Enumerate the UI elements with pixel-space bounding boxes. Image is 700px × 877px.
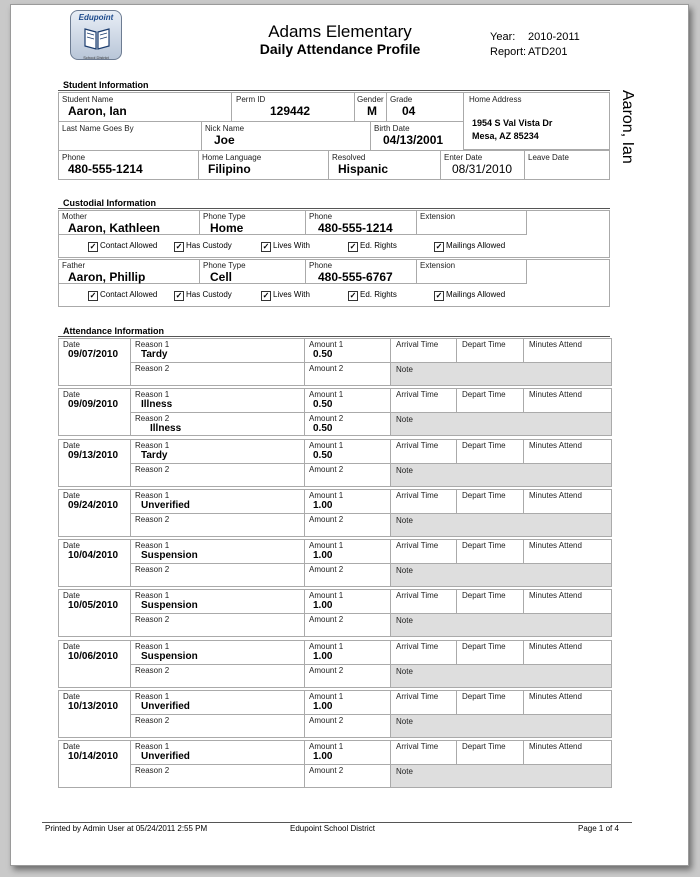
edupoint-logo <box>70 10 122 60</box>
checkmark-icon: ✓ <box>349 291 357 300</box>
attendance-record <box>58 539 612 587</box>
reason1-label: Reason 1 <box>135 440 170 450</box>
amount1-label: Amount 1 <box>309 340 344 349</box>
mother-checkbox-contact-allowed[interactable] <box>88 241 157 252</box>
district-name: Edupoint School District <box>290 824 375 833</box>
reason1-label: Reason 1 <box>135 591 170 601</box>
minutes-attend-label: Minutes Attend <box>529 340 582 349</box>
birth-date: 04/13/2001 <box>383 133 444 147</box>
checkbox-label: Contact Allowed <box>100 290 158 299</box>
depart-time-label: Depart Time <box>462 541 506 550</box>
amount1-label: Amount 1 <box>309 591 344 601</box>
note-label: Note <box>396 767 413 776</box>
attendance-date: 10/14/2010 <box>68 751 119 762</box>
arrival-time-label: Arrival Time <box>396 390 439 400</box>
attendance-record <box>58 589 612 637</box>
note-label: Note <box>396 566 413 575</box>
date-label: Date <box>63 340 80 349</box>
reason2-label: Reason 2 <box>135 514 170 524</box>
student-name: Aaron, Ian <box>68 104 127 118</box>
attendance-date: 09/24/2010 <box>68 499 119 511</box>
grade-label: Grade <box>390 95 413 104</box>
reason2-label: Reason 2 <box>135 615 170 625</box>
reason2-label: Reason 2 <box>135 565 170 574</box>
note-label: Note <box>396 365 413 374</box>
reason2-label: Reason 2 <box>135 766 170 775</box>
attendance-date: 09/07/2010 <box>68 349 119 360</box>
reason1-value: Suspension <box>141 600 198 612</box>
date-label: Date <box>63 591 80 601</box>
phone-label: Phone <box>309 212 333 221</box>
depart-time-label: Depart Time <box>462 691 506 701</box>
minutes-attend-label: Minutes Attend <box>529 490 582 500</box>
amount2-label: Amount 2 <box>309 665 344 675</box>
date-label: Date <box>63 490 80 500</box>
extension-label: Extension <box>420 261 456 270</box>
mother-checkbox-lives-with[interactable] <box>261 241 310 252</box>
gender: M <box>367 104 377 118</box>
checkmark-icon: ✓ <box>89 242 97 251</box>
father-phone: 480-555-6767 <box>318 270 393 284</box>
home-address-label: Home Address <box>469 95 522 104</box>
report-value: ATD201 <box>528 46 568 58</box>
checkbox-label: Has Custody <box>186 290 232 299</box>
attendance-record <box>58 338 612 386</box>
amount1-value: 1.00 <box>313 499 333 511</box>
depart-time-label: Depart Time <box>462 440 506 450</box>
note-label: Note <box>396 716 413 726</box>
attendance-record <box>58 690 612 738</box>
amount1-value: 0.50 <box>313 449 333 461</box>
mother-role-label: Mother <box>62 212 87 221</box>
date-label: Date <box>63 742 80 751</box>
page-number: Page 1 of 4 <box>578 824 619 833</box>
note-cell <box>390 563 612 587</box>
father-name: Aaron, Phillip <box>68 270 146 284</box>
reason2-label: Reason 2 <box>135 715 170 725</box>
arrival-time-label: Arrival Time <box>396 641 439 651</box>
logo-subtext: School District <box>83 55 109 60</box>
attendance-record <box>58 439 612 487</box>
printed-by: Printed by Admin User at 05/24/2011 2:55 PM <box>45 824 208 833</box>
checkbox-label: Has Custody <box>186 241 232 250</box>
reason2-value: Illness <box>150 423 182 435</box>
depart-time-label: Depart Time <box>462 490 506 500</box>
student-name-label: Student Name <box>62 95 114 104</box>
perm-id-label: Perm ID <box>236 95 266 104</box>
amount1-value: 1.00 <box>313 700 333 712</box>
amount1-label: Amount 1 <box>309 440 344 450</box>
side-student-name: Aaron, Ian <box>619 90 636 164</box>
reason1-value: Suspension <box>141 550 198 561</box>
attendance-date: 09/13/2010 <box>68 449 119 461</box>
year-label: Year: <box>490 31 516 43</box>
reason1-value: Tardy <box>141 349 168 360</box>
nick-name: Joe <box>214 133 235 147</box>
year-value: 2010-2011 <box>528 31 580 43</box>
checkbox-label: Lives With <box>273 290 310 299</box>
date-label: Date <box>63 691 80 701</box>
phone-label: Phone <box>62 153 86 162</box>
attendance-record <box>58 640 612 688</box>
reason1-value: Unverified <box>141 700 190 712</box>
minutes-attend-label: Minutes Attend <box>529 691 582 701</box>
reason1-label: Reason 1 <box>135 742 170 751</box>
school-name: Adams Elementary <box>268 22 412 41</box>
nick-name-label: Nick Name <box>205 124 245 133</box>
amount2-label: Amount 2 <box>309 565 344 574</box>
note-cell <box>390 613 612 637</box>
checkmark-icon: ✓ <box>435 242 443 251</box>
note-label: Note <box>396 616 413 626</box>
note-cell <box>390 764 612 788</box>
note-cell <box>390 664 612 688</box>
depart-time-label: Depart Time <box>462 340 506 349</box>
minutes-attend-label: Minutes Attend <box>529 591 582 601</box>
minutes-attend-label: Minutes Attend <box>529 390 582 400</box>
resolved: Hispanic <box>338 162 389 176</box>
student-phone: 480-555-1214 <box>68 162 143 176</box>
note-cell <box>390 362 612 386</box>
amount1-label: Amount 1 <box>309 742 344 751</box>
reason1-value: Unverified <box>141 499 190 511</box>
attendance-record <box>58 388 612 436</box>
book-icon <box>83 25 111 51</box>
custodial-section-title: Custodial Information <box>63 198 156 208</box>
address-line2: Mesa, AZ 85234 <box>472 131 539 141</box>
arrival-time-label: Arrival Time <box>396 340 439 349</box>
leave-date-label: Leave Date <box>528 153 569 162</box>
depart-time-label: Depart Time <box>462 641 506 651</box>
note-label: Note <box>396 515 413 525</box>
mother-phone: 480-555-1214 <box>318 221 393 235</box>
father-checkbox-contact-allowed[interactable] <box>88 290 157 301</box>
amount2-label: Amount 2 <box>309 766 344 775</box>
mother-name: Aaron, Kathleen <box>68 221 161 235</box>
note-label: Note <box>396 666 413 676</box>
amount1-label: Amount 1 <box>309 390 344 400</box>
checkmark-icon: ✓ <box>262 291 270 300</box>
checkmark-icon: ✓ <box>435 291 443 300</box>
grade: 04 <box>402 104 416 118</box>
amount1-label: Amount 1 <box>309 641 344 651</box>
attendance-date: 10/06/2010 <box>68 650 119 662</box>
date-label: Date <box>63 390 80 400</box>
reason1-label: Reason 1 <box>135 340 170 349</box>
note-cell <box>390 714 612 738</box>
amount1-value: 1.00 <box>313 550 333 561</box>
attendance-date: 10/13/2010 <box>68 700 119 712</box>
father-checkbox-has-custody[interactable] <box>174 290 232 301</box>
checkmark-icon: ✓ <box>175 291 183 300</box>
attendance-record <box>58 740 612 788</box>
reason1-label: Reason 1 <box>135 691 170 701</box>
checkbox-label: Ed. Rights <box>360 290 397 299</box>
minutes-attend-label: Minutes Attend <box>529 742 582 751</box>
note-label: Note <box>396 415 413 425</box>
date-label: Date <box>63 641 80 651</box>
attendance-date: 10/05/2010 <box>68 600 119 612</box>
reason1-value: Suspension <box>141 650 198 662</box>
reason1-label: Reason 1 <box>135 390 170 400</box>
checkbox-label: Contact Allowed <box>100 241 158 250</box>
note-cell <box>390 412 612 436</box>
arrival-time-label: Arrival Time <box>396 691 439 701</box>
checkmark-icon: ✓ <box>349 242 357 251</box>
arrival-time-label: Arrival Time <box>396 742 439 751</box>
amount2-value: 0.50 <box>313 423 333 435</box>
arrival-time-label: Arrival Time <box>396 591 439 601</box>
reason1-value: Unverified <box>141 751 190 762</box>
section-divider <box>58 336 610 337</box>
amount2-label: Amount 2 <box>309 715 344 725</box>
section-divider <box>58 90 610 91</box>
extension-label: Extension <box>420 212 456 221</box>
birth-date-label: Birth Date <box>374 124 410 133</box>
reason1-label: Reason 1 <box>135 641 170 651</box>
footer-divider <box>42 822 632 823</box>
arrival-time-label: Arrival Time <box>396 440 439 450</box>
mother-checkbox-ed-rights[interactable] <box>348 241 397 252</box>
amount2-label: Amount 2 <box>309 464 344 474</box>
attendance-record <box>58 489 612 537</box>
home-language-label: Home Language <box>202 153 262 162</box>
reason1-value: Illness <box>141 399 173 411</box>
address-line1: 1954 S Val Vista Dr <box>472 118 553 128</box>
depart-time-label: Depart Time <box>462 390 506 400</box>
reason2-label: Reason 2 <box>135 464 170 474</box>
amount1-value: 0.50 <box>313 399 333 411</box>
reason1-label: Reason 1 <box>135 541 170 550</box>
father-checkbox-ed-rights[interactable] <box>348 290 397 301</box>
amount1-label: Amount 1 <box>309 691 344 701</box>
minutes-attend-label: Minutes Attend <box>529 641 582 651</box>
father-checkbox-lives-with[interactable] <box>261 290 310 301</box>
note-label: Note <box>396 465 413 475</box>
mother-checkbox-has-custody[interactable] <box>174 241 232 252</box>
checkmark-icon: ✓ <box>175 242 183 251</box>
father-role-label: Father <box>62 261 86 270</box>
home-language: Filipino <box>208 162 251 176</box>
attendance-date: 10/04/2010 <box>68 550 119 561</box>
reason2-label: Reason 2 <box>135 414 170 424</box>
phone-type-label: Phone Type <box>203 212 246 221</box>
depart-time-label: Depart Time <box>462 591 506 601</box>
reason1-value: Tardy <box>141 449 168 461</box>
amount1-value: 0.50 <box>313 349 333 360</box>
father-phone-type: Cell <box>210 270 233 284</box>
report-label: Report: <box>490 46 527 58</box>
arrival-time-label: Arrival Time <box>396 490 439 500</box>
student-section-title: Student Information <box>63 80 149 90</box>
date-label: Date <box>63 440 80 450</box>
amount2-label: Amount 2 <box>309 364 344 373</box>
report-title: Daily Attendance Profile <box>259 41 421 57</box>
logo-text: Edupoint <box>78 13 114 22</box>
date-label: Date <box>63 541 80 550</box>
note-cell <box>390 513 612 537</box>
attendance-section-title: Attendance Information <box>63 326 165 336</box>
last-name-label: Last Name Goes By <box>62 124 134 133</box>
phone-label: Phone <box>309 261 333 270</box>
checkbox-label: Mailings Allowed <box>446 290 506 299</box>
resolved-label: Resolved <box>332 153 366 162</box>
mother-checkbox-mailings-allowed[interactable] <box>434 241 505 252</box>
minutes-attend-label: Minutes Attend <box>529 541 582 550</box>
reason2-label: Reason 2 <box>135 665 170 675</box>
checkbox-label: Ed. Rights <box>360 241 397 250</box>
enter-date: 08/31/2010 <box>452 162 513 176</box>
amount2-label: Amount 2 <box>309 414 344 424</box>
father-checkbox-mailings-allowed[interactable] <box>434 290 505 301</box>
attendance-date: 09/09/2010 <box>68 399 119 411</box>
section-divider <box>58 208 610 209</box>
reason2-label: Reason 2 <box>135 364 170 373</box>
checkbox-label: Lives With <box>273 241 310 250</box>
mother-phone-type: Home <box>210 221 244 235</box>
phone-type-label: Phone Type <box>203 261 246 270</box>
enter-date-label: Enter Date <box>444 153 483 162</box>
amount1-value: 1.00 <box>313 650 333 662</box>
note-cell <box>390 463 612 487</box>
arrival-time-label: Arrival Time <box>396 541 439 550</box>
minutes-attend-label: Minutes Attend <box>529 440 582 450</box>
checkbox-label: Mailings Allowed <box>446 241 506 250</box>
amount2-label: Amount 2 <box>309 615 344 625</box>
amount1-value: 1.00 <box>313 751 333 762</box>
amount1-value: 1.00 <box>313 600 333 612</box>
gender-label: Gender <box>357 95 384 104</box>
reason1-label: Reason 1 <box>135 490 170 500</box>
amount1-label: Amount 1 <box>309 541 344 550</box>
amount1-label: Amount 1 <box>309 490 344 500</box>
amount2-label: Amount 2 <box>309 514 344 524</box>
checkmark-icon: ✓ <box>89 291 97 300</box>
depart-time-label: Depart Time <box>462 742 506 751</box>
perm-id: 129442 <box>270 104 311 118</box>
checkmark-icon: ✓ <box>262 242 270 251</box>
